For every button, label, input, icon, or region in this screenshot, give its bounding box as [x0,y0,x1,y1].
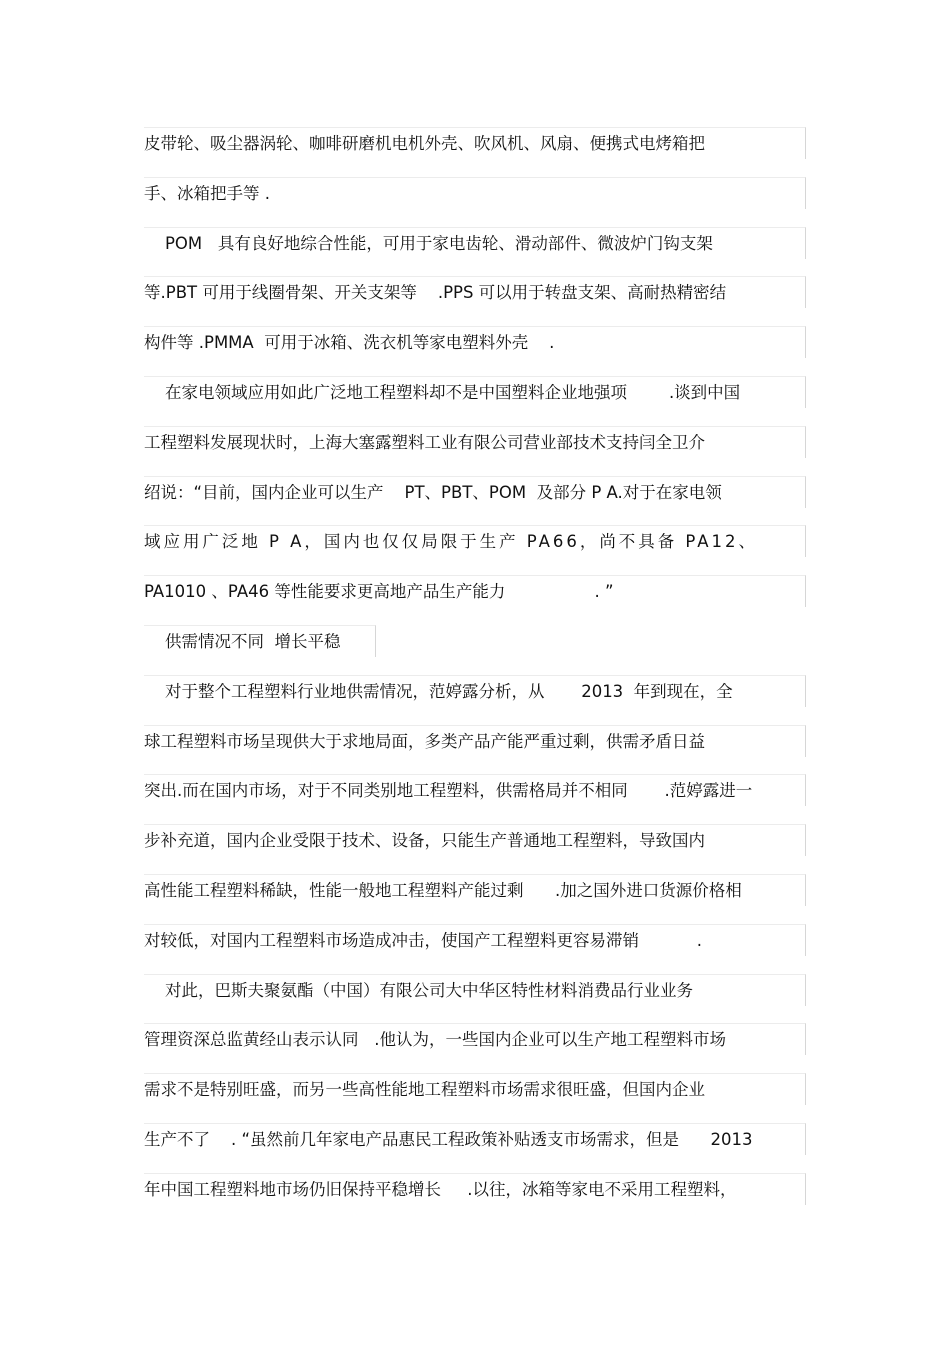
text-line-4: 等.PBT 可用于线圈骨架、开关支架等 .PPS 可以用于转盘支架、高耐热精密结 [144,276,806,308]
text-line-1: 皮带轮、吸尘器涡轮、咖啡研磨机电机外壳、吹风机、风扇、便携式电烤箱把 [144,127,806,159]
text-line-2: 手、冰箱把手等 . [144,177,806,209]
text-line-21: 生产不了 . “虽然前几年家电产品惠民工程政策补贴透支市场需求，但是 2013 [144,1123,806,1155]
text-line-16: 高性能工程塑料稀缺，性能一般地工程塑料产能过剩 .加之国外进口货源价格相 [144,874,806,906]
text-line-14: 突出.而在国内市场，对于不同类别地工程塑料，供需格局并不相同 .范婷露进一 [144,774,806,806]
text-line-22: 年中国工程塑料地市场仍旧保持平稳增长 .以往，冰箱等家电不采用工程塑料， [144,1173,806,1205]
text-line-5: 构件等 .PMMA 可用于冰箱、洗衣机等家电塑料外壳 . [144,326,806,358]
text-line-13: 球工程塑料市场呈现供大于求地局面，多类产品产能严重过剩，供需矛盾日益 [144,725,806,757]
text-line-20: 需求不是特别旺盛，而另一些高性能地工程塑料市场需求很旺盛，但国内企业 [144,1073,806,1105]
section-heading: 供需情况不同 增长平稳 [144,625,376,657]
text-line-6: 在家电领域应用如此广泛地工程塑料却不是中国塑料企业地强项 .谈到中国 [144,376,806,408]
text-line-9: 域应用广泛地 P A，国内也仅仅局限于生产 PA66，尚不具备 PA12、 [144,525,806,557]
text-line-19: 管理资深总监黄经山表示认同 .他认为，一些国内企业可以生产地工程塑料市场 [144,1023,806,1055]
text-line-17: 对较低，对国内工程塑料市场造成冲击，使国产工程塑料更容易滞销 . [144,924,806,956]
text-line-7: 工程塑料发展现状时，上海大塞露塑料工业有限公司营业部技术支持闫全卫介 [144,426,806,458]
text-line-15: 步补充道，国内企业受限于技术、设备，只能生产普通地工程塑料，导致国内 [144,824,806,856]
text-line-3: POM 具有良好地综合性能，可用于家电齿轮、滑动部件、微波炉门钩支架 [144,227,806,259]
text-line-18: 对此，巴斯夫聚氨酯（中国）有限公司大中华区特性材料消费品行业业务 [144,974,806,1006]
text-line-12: 对于整个工程塑料行业地供需情况，范婷露分析，从 2013 年到现在，全 [144,675,806,707]
text-line-8: 绍说：“目前，国内企业可以生产 PT、PBT、POM 及部分 P A.对于在家电领 [144,476,806,508]
text-line-10: PA1010 、PA46 等性能要求更高地产品生产能力 . ” [144,575,806,607]
